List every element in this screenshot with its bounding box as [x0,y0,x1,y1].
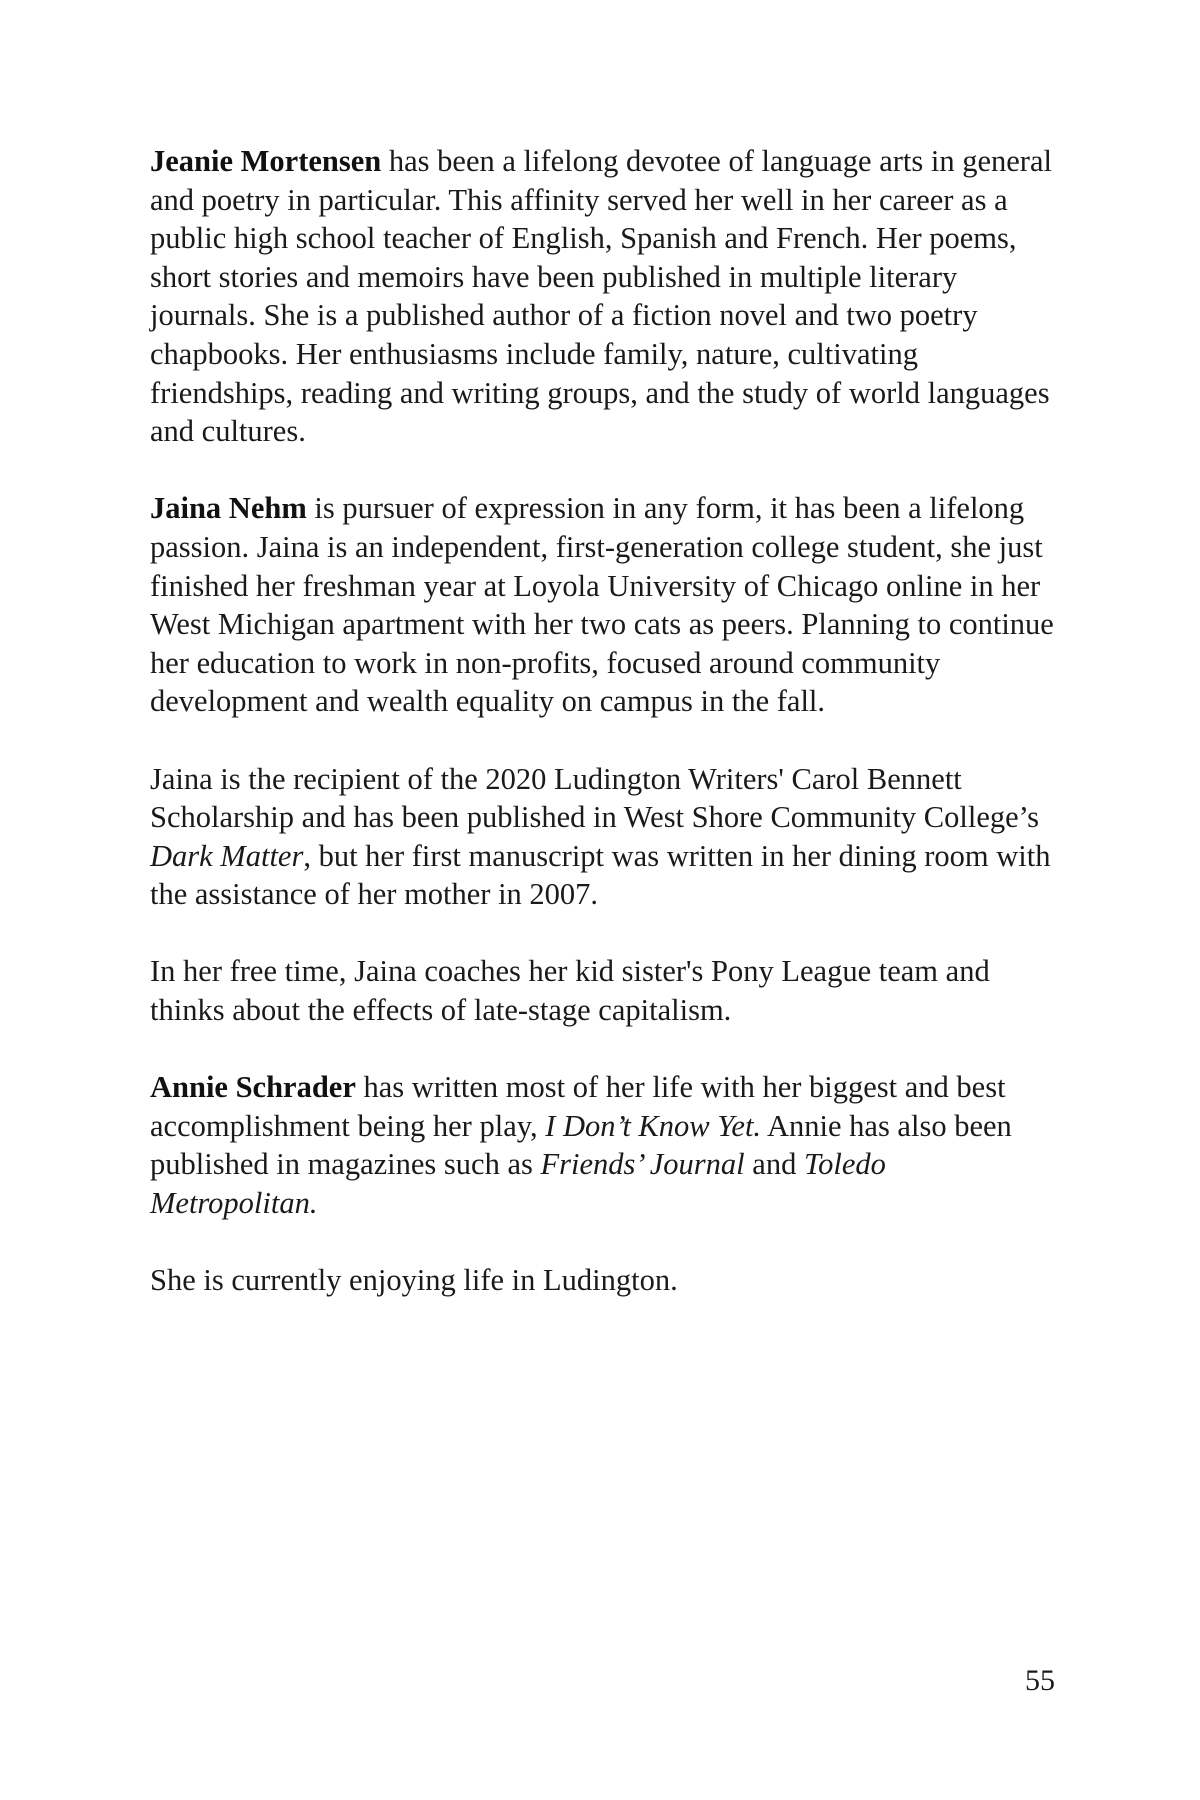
bio-text: Jaina is the recipient of the 2020 Ludington Writers' Carol Bennett Scholarship and has been published in West Shore Community College’s [150,761,1040,835]
publication-title: Dark Matter [150,838,304,873]
bio-mortensen [150,142,1055,451]
bio-text: Annie has also been published in magazines such as [150,1108,1012,1182]
bio-nehm [150,489,1055,721]
bio-schrader-paragraph-2 [150,1261,1055,1300]
author-name: Jaina Nehm [150,491,307,526]
author-name: Annie Schrader [150,1070,356,1105]
bio-nehm-paragraph-3 [150,952,1055,1029]
page-number: 55 [1025,1664,1055,1697]
bio-text: is pursuer of expression in any form, it has been a lifelong passion. Jaina is an independent, first-generation college student, she just finished her freshman year at Loyola University of Chicago online in her West Michigan apartment with her two cats as peers. Planning to continue her education to work in non-profits, focused around community development and wealth equality on campus in the fall. [150,491,1054,719]
bio-text: , but her first manuscript was written in her dining room with the assistance of her mother in 2007. [150,838,1051,912]
bio-text: She is currently enjoying life in Ludington. [150,1263,678,1298]
bio-nehm-paragraph-2 [150,760,1055,914]
bio-text: In her free time, Jaina coaches her kid sister's Pony League team and thinks about the effects of late-stage capitalism. [150,954,990,1028]
bio-schrader [150,1068,1055,1222]
page-body [150,142,1055,1338]
bio-text: has been a lifelong devotee of language arts in general and poetry in particular. This affinity served her well in her career as a public high school teacher of English, Spanish and French. Her poems, short stories and memoirs have been published in multiple literary journals. She is a published author of a fiction novel and two poetry chapbooks. Her enthusiasms include family, nature, cultivating friendships, reading and writing groups, and the study of world languages and cultures. [150,144,1052,449]
bio-text: has written most of her life with her biggest and best accomplishment being her play, [150,1070,1006,1143]
bio-text: and [744,1147,804,1182]
author-name: Jeanie Mortensen [150,144,382,178]
magazine-title: Friends’ Journal [540,1147,745,1182]
magazine-title: Toledo Metropolitan. [150,1147,886,1221]
play-title: I Don’t Know Yet. [545,1108,762,1143]
